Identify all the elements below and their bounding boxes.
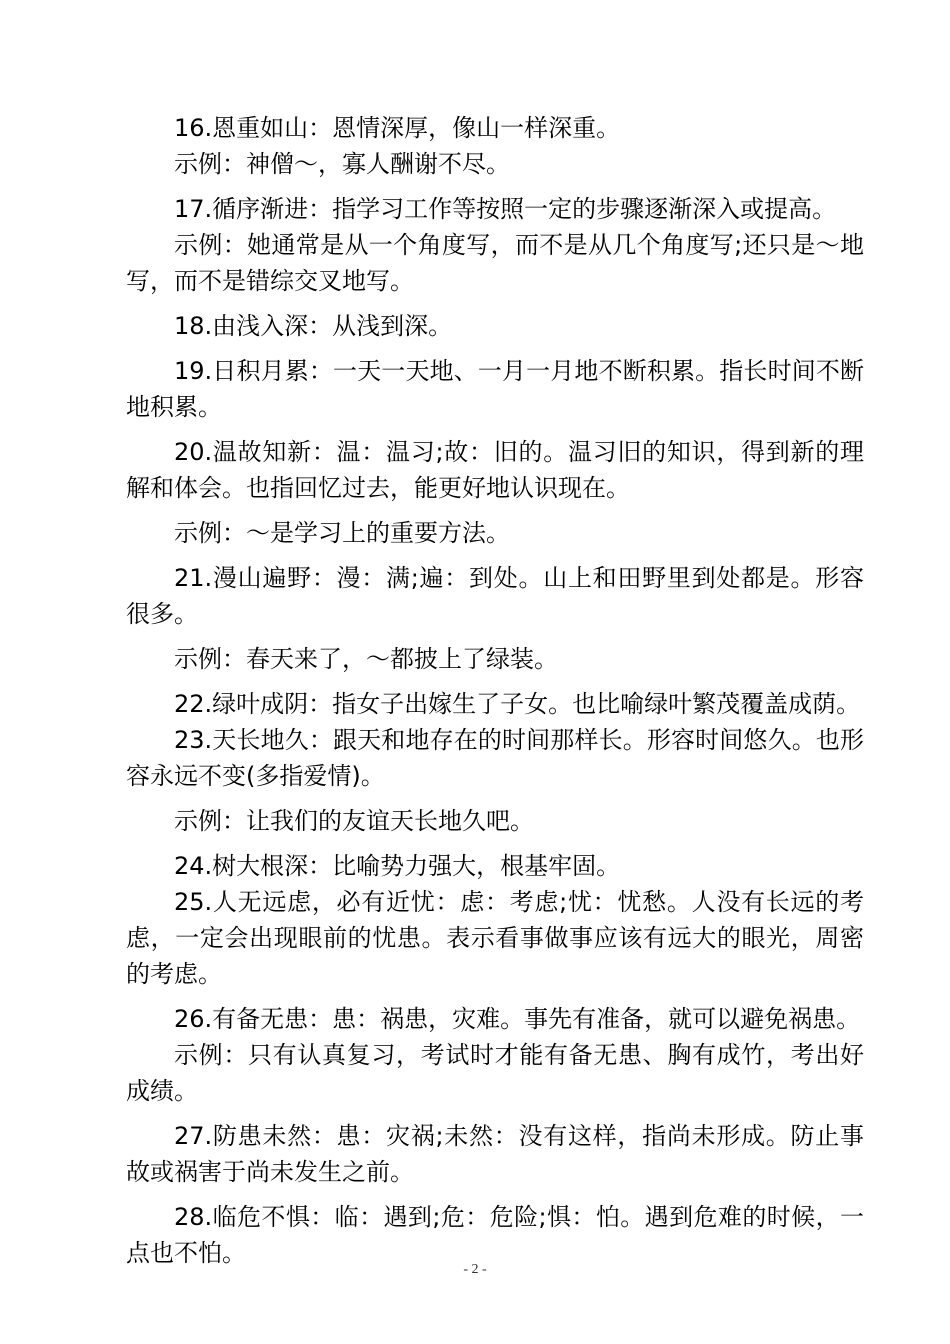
idiom-paragraph: 示例：春天来了，～都披上了绿装。 — [174, 645, 558, 673]
idiom-paragraph: 23.天长地久：跟天和地存在的时间那样长。形容时间悠久。也形容永远不变(多指爱情)。 — [126, 726, 864, 790]
document-body — [126, 110, 864, 1271]
idiom-paragraph: 25.人无远虑，必有近忧：虑：考虑;忧：忧愁。人没有长远的考虑，一定会出现眼前的忧患。表示看事做事应该有远大的眼光，周密的考虑。 — [126, 888, 864, 988]
idiom-paragraph: 示例：让我们的友谊天长地久吧。 — [174, 807, 534, 835]
idiom-paragraph: 27.防患未然：患：灾祸;未然：没有这样，指尚未形成。防止事故或祸害于尚未发生之前。 — [126, 1122, 864, 1186]
idiom-paragraph: 示例：～是学习上的重要方法。 — [174, 519, 510, 547]
idiom-paragraph: 示例：她通常是从一个角度写，而不是从几个角度写;还只是～地写，而不是错综交叉地写。 — [126, 231, 864, 295]
idiom-paragraph: 19.日积月累：一天一天地、一月一月地不断积累。指长时间不断地积累。 — [126, 357, 864, 421]
idiom-paragraph: 28.临危不惧：临：遇到;危：危险;惧：怕。遇到危难的时候，一点也不怕。 — [126, 1203, 864, 1267]
idiom-paragraph: 22.绿叶成阴：指女子出嫁生了子女。也比喻绿叶繁茂覆盖成荫。 — [174, 690, 861, 718]
idiom-paragraph: 18.由浅入深：从浅到深。 — [174, 312, 453, 340]
idiom-paragraph: 21.漫山遍野：漫：满;遍：到处。山上和田野里到处都是。形容很多。 — [126, 564, 864, 628]
idiom-paragraph: 17.循序渐进：指学习工作等按照一定的步骤逐渐深入或提高。 — [174, 195, 837, 223]
idiom-paragraph: 示例：神僧～，寡人酬谢不尽。 — [174, 150, 510, 178]
idiom-paragraph: 16.恩重如山：恩情深厚，像山一样深重。 — [174, 114, 621, 142]
idiom-paragraph: 示例：只有认真复习，考试时才能有备无患、胸有成竹，考出好成绩。 — [126, 1041, 864, 1105]
idiom-paragraph: 20.温故知新：温：温习;故：旧的。温习旧的知识，得到新的理解和体会。也指回忆过去，能更好地认识现在。 — [126, 438, 864, 502]
page-number: - 2 - — [463, 1262, 487, 1277]
idiom-paragraph: 26.有备无患：患：祸患，灾难。事先有准备，就可以避免祸患。 — [174, 1005, 861, 1033]
idiom-paragraph: 24.树大根深：比喻势力强大，根基牢固。 — [174, 852, 621, 880]
